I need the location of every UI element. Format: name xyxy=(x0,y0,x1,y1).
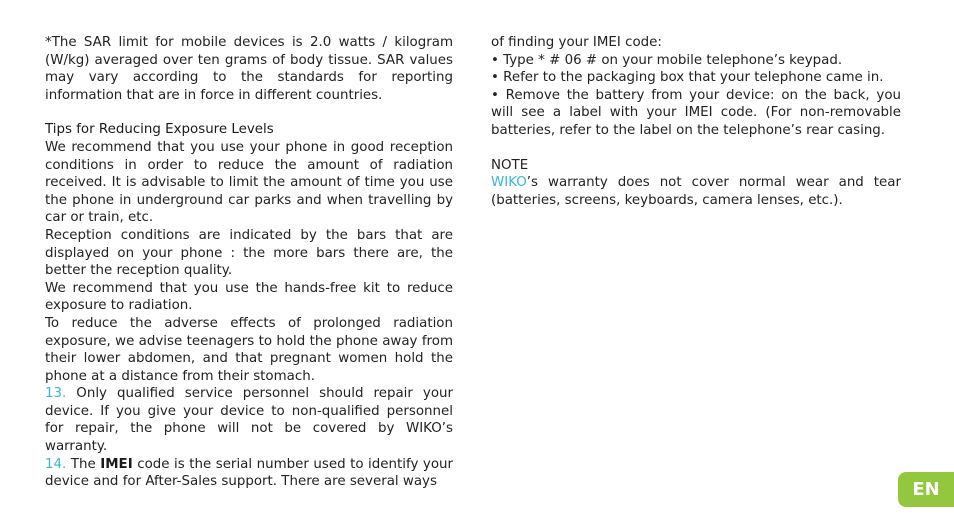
bullet-keypad: • Type * # 06 # on your mobile telephone’s keypad. xyxy=(491,52,843,68)
item-14-text: code is the serial number used to identify your device and for After-Sales support. There are several ways xyxy=(45,456,454,490)
tips-paragraph-1: We recommend that you use your phone in good reception conditions in order to reduce the amount of radiation received. It is advisable to limit the amount of time you use the phone in underground car parks and when travelling by car or train, etc. xyxy=(45,139,453,226)
note-body: ’s warranty does not cover normal wear and tear (batteries, screens, keyboards, camera lenses, etc.). xyxy=(491,175,901,208)
item-13-text: Only qualified service personnel should repair your device. If you give your device to non-qualified personnel for repair, the phone will not be covered by WIKO’s warranty. xyxy=(45,386,453,455)
item-13 xyxy=(45,385,453,455)
item-14-pre: The xyxy=(66,456,101,472)
tips-paragraph-2: Reception conditions are indicated by the bars that are displayed on your phone : the more bars there are, the better the reception quality. xyxy=(45,227,453,279)
left-column xyxy=(45,34,453,491)
tips-paragraph-4: To reduce the adverse effects of prolonged radiation exposure, we advise teenagers to hold the phone away from their lower abdomen, and that pregnant women hold the phone at a distance from their stomach. xyxy=(45,315,453,384)
right-column xyxy=(491,34,901,209)
item-14-number: 14. xyxy=(45,456,67,472)
tips-paragraph-3: We recommend that you use the hands-free kit to reduce exposure to radiation. xyxy=(45,280,453,314)
note-title: NOTE xyxy=(491,157,529,173)
imei-continuation: of finding your IMEI code: xyxy=(491,35,662,50)
bullet-packaging: • Refer to the packaging box that your telephone came in. xyxy=(491,70,884,86)
brand-wiko: WIKO xyxy=(491,175,527,191)
bullet-battery: • Remove the battery from your device: on the back, you will see a label with your IMEI code. (For non-removable batteries, refer to the label on the telephone’s rear casing. xyxy=(491,87,901,138)
item-14 xyxy=(45,456,453,491)
tips-heading: Tips for Reducing Exposure Levels xyxy=(45,122,274,138)
sar-note: *The SAR limit for mobile devices is 2.0 watts / kilogram (W/kg) averaged over ten grams of body tissue. SAR values may vary according to the standards for reporting information that are in force in different countries. xyxy=(45,35,453,103)
note-text xyxy=(491,174,901,209)
item-13-number: 13. xyxy=(45,386,67,402)
language-badge: EN xyxy=(898,472,954,507)
imei-term: IMEI xyxy=(100,456,133,472)
